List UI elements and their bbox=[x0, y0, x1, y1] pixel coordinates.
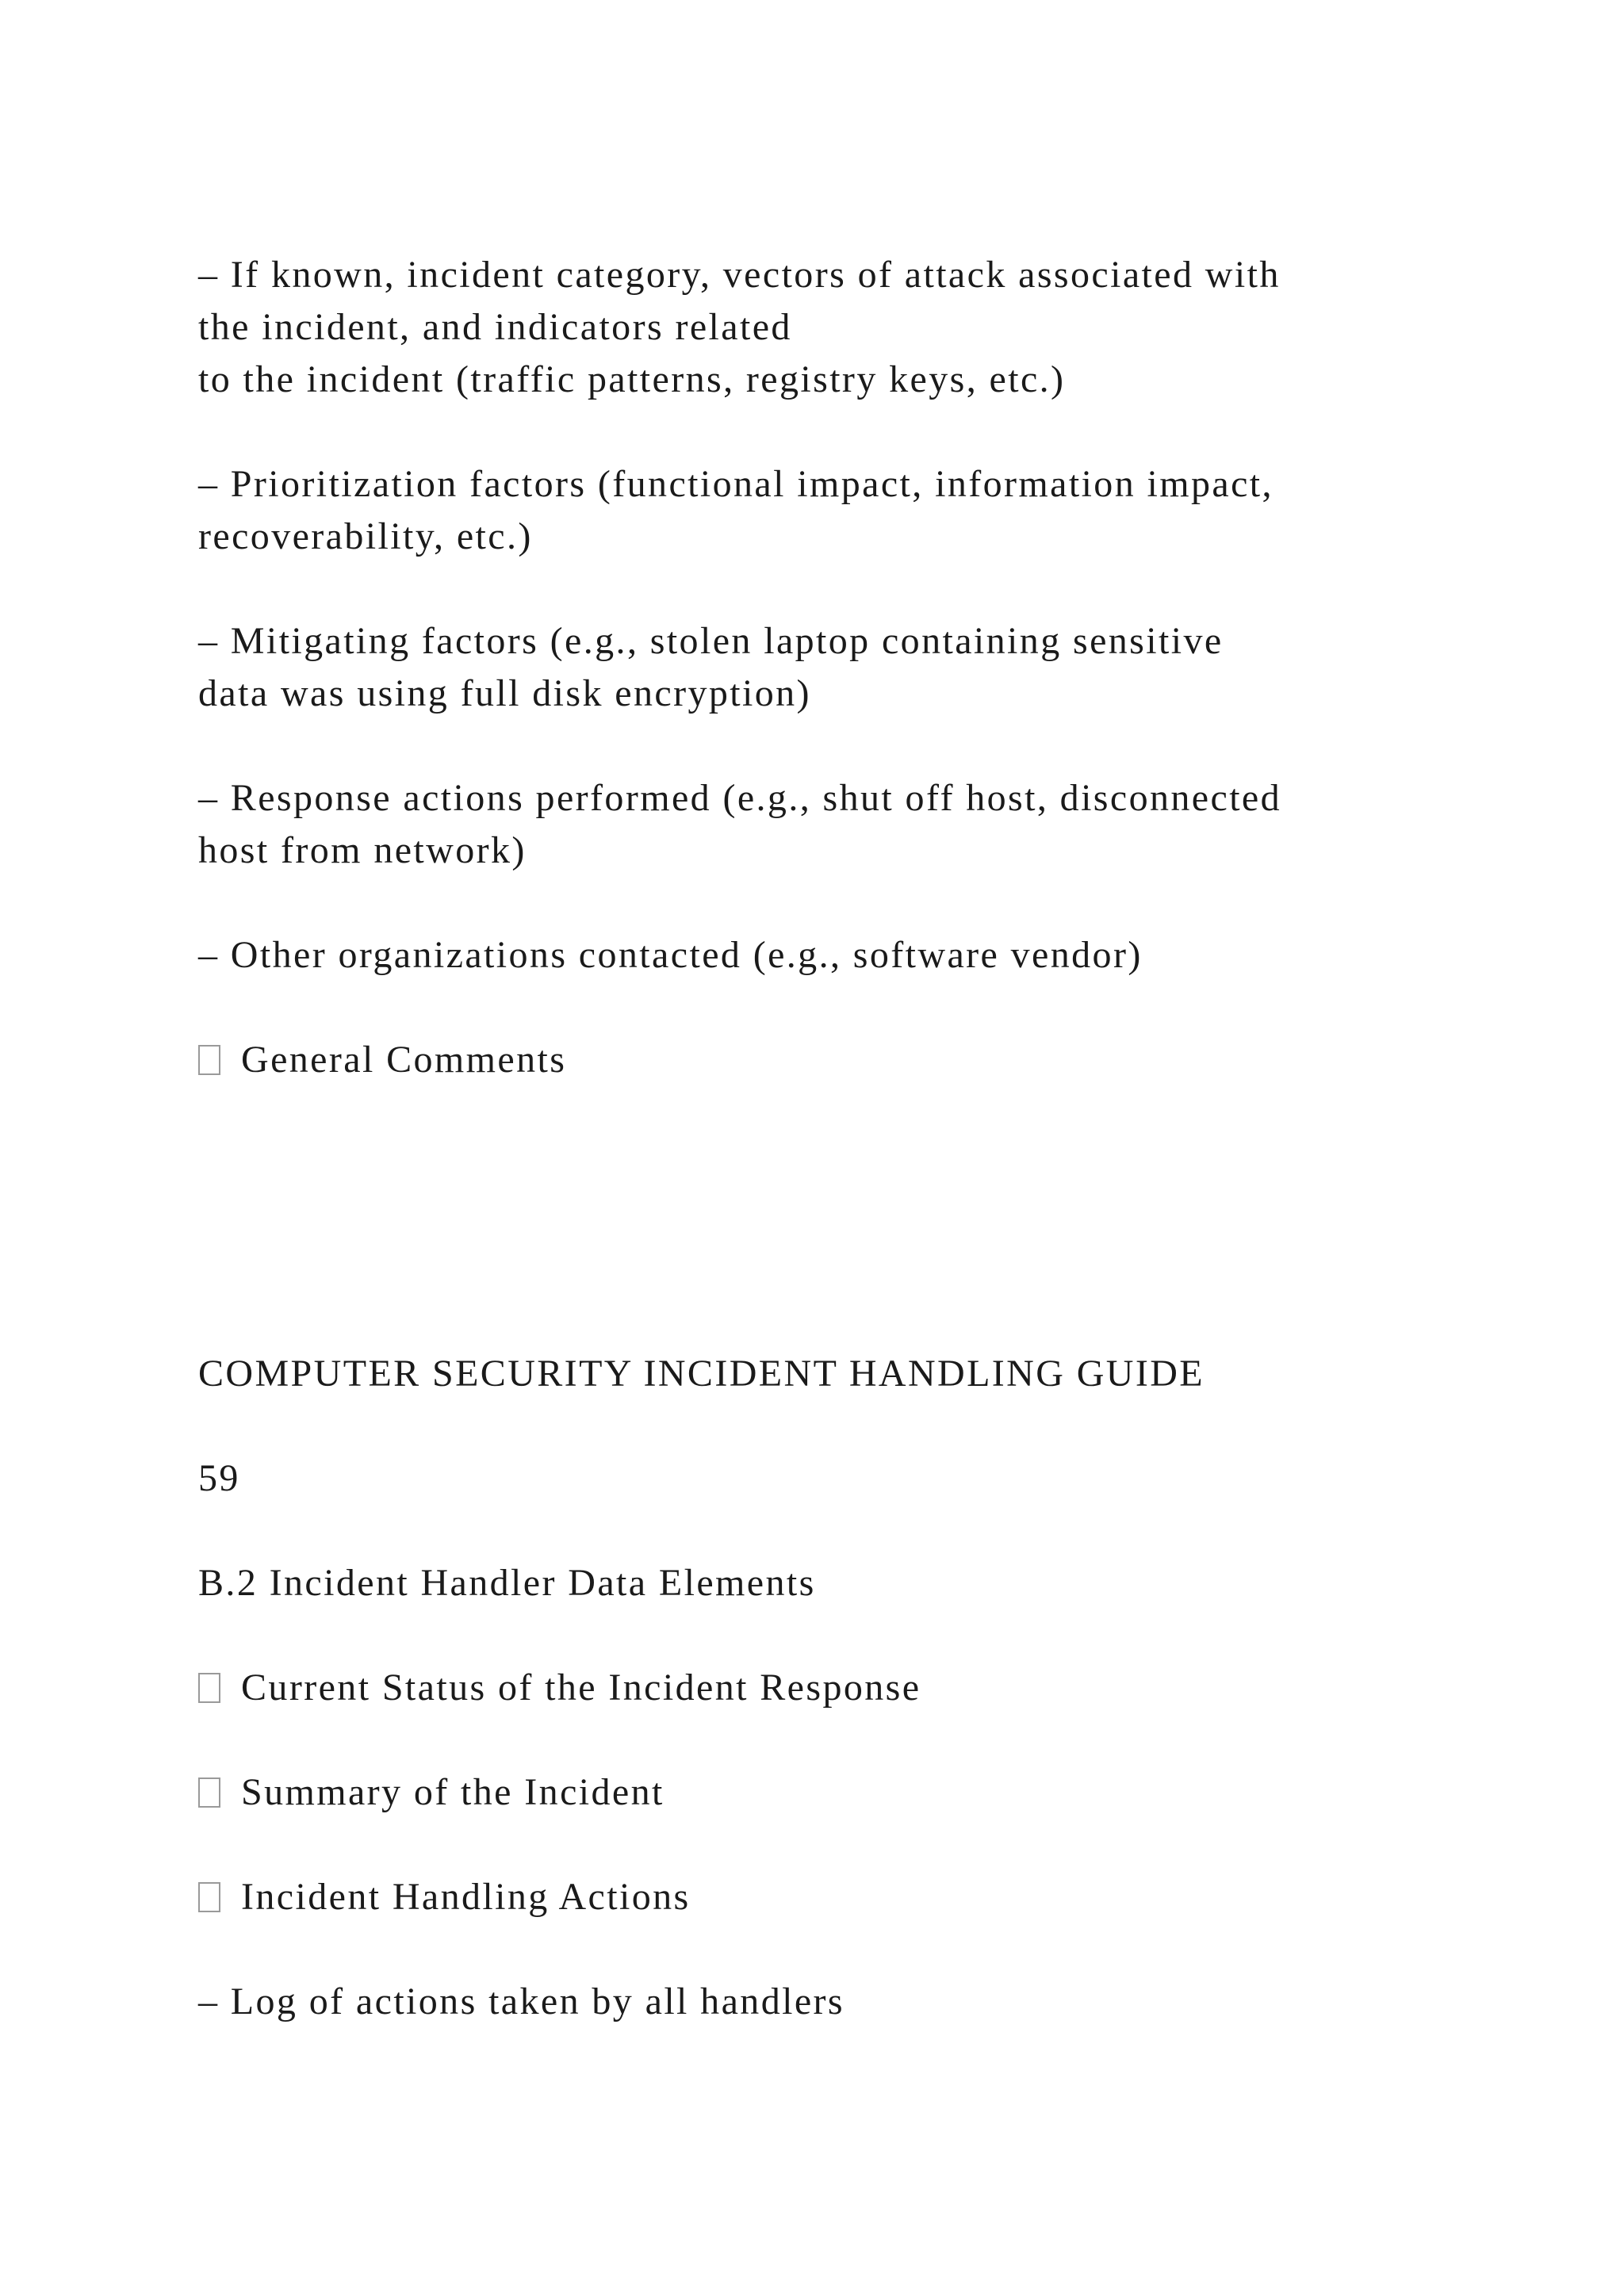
document-page bbox=[198, 0, 1515, 2296]
page-header-title: COMPUTER SECURITY INCIDENT HANDLING GUIDE bbox=[198, 1353, 1205, 1395]
missing-glyph-bullet-icon bbox=[198, 1045, 220, 1075]
text-line: the incident, and indicators related bbox=[198, 306, 792, 348]
text-line: recoverability, etc.) bbox=[198, 515, 533, 557]
text-line: host from network) bbox=[198, 829, 527, 871]
text-line: – If known, incident category, vectors of attack associated with bbox=[198, 254, 1281, 296]
bullet-item bbox=[198, 1034, 566, 1086]
missing-glyph-bullet-icon bbox=[198, 1673, 220, 1703]
page-number: 59 bbox=[198, 1457, 240, 1499]
bullet-item-label: Summary of the Incident bbox=[241, 1771, 665, 1813]
missing-glyph-bullet-icon bbox=[198, 1777, 220, 1808]
bullet-item bbox=[198, 1766, 665, 1819]
missing-glyph-bullet-icon bbox=[198, 1882, 220, 1912]
bullet-item bbox=[198, 1662, 921, 1714]
section-title: B.2 Incident Handler Data Elements bbox=[198, 1562, 816, 1604]
bullet-item bbox=[198, 1871, 691, 1923]
text-line: to the incident (traffic patterns, registry keys, etc.) bbox=[198, 358, 1066, 400]
text-line: – Mitigating factors (e.g., stolen laptop containing sensitive bbox=[198, 620, 1224, 662]
text-line: – Other organizations contacted (e.g., software vendor) bbox=[198, 934, 1143, 976]
bullet-item-label: General Comments bbox=[241, 1039, 567, 1081]
bullet-item-label: Current Status of the Incident Response bbox=[241, 1667, 921, 1709]
text-line: – Response actions performed (e.g., shut off host, disconnected bbox=[198, 777, 1282, 819]
bullet-item-label: Incident Handling Actions bbox=[241, 1876, 691, 1918]
text-line: data was using full disk encryption) bbox=[198, 672, 811, 714]
text-line: – Log of actions taken by all handlers bbox=[198, 1980, 845, 2022]
text-line: – Prioritization factors (functional impact, information impact, bbox=[198, 463, 1274, 505]
